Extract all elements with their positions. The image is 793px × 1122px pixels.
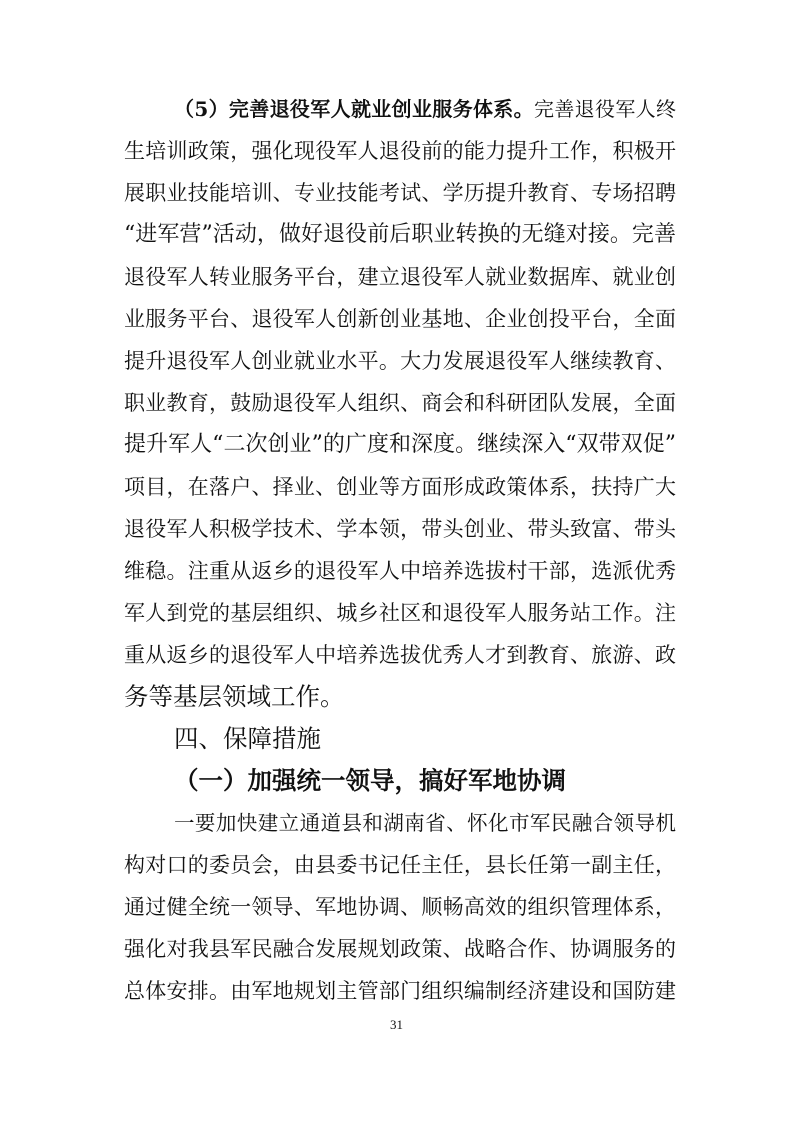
paragraph-line: 军人到党的基层组织、城乡社区和退役军人服务站工作。注 xyxy=(124,601,676,625)
paragraph-line: 职业教育，鼓励退役军人组织、商会和科研团队发展，全面 xyxy=(124,391,676,415)
paragraph-line: 一要加快建立通道县和湖南省、怀化市军民融合领导机 xyxy=(174,811,676,835)
paragraph-line: 维稳。注重从返乡的退役军人中培养选拔村干部，选派优秀 xyxy=(124,559,676,583)
paragraph-line: 项目，在落户、择业、创业等方面形成政策体系，扶持广大 xyxy=(124,475,676,499)
paragraph-line: “进军营”活动，做好退役前后职业转换的无缝对接。完善 xyxy=(124,222,676,247)
paragraph-line: 通过健全统一领导、军地协调、顺畅高效的组织管理体系， xyxy=(124,895,676,919)
section5-first-line xyxy=(174,89,676,129)
paragraph-line: 退役军人积极学技术、学本领，带头创业、带头致富、带头 xyxy=(124,517,676,541)
paragraph-line: 重从返乡的退役军人中培养选拔优秀人才到教育、旅游、政 xyxy=(124,643,676,667)
section4-heading: 四、保障措施 xyxy=(174,724,321,753)
paragraph-line: 展职业技能培训、专业技能考试、学历提升教育、专场招聘 xyxy=(124,181,676,205)
paragraph-line: 生培训政策，强化现役军人退役前的能力提升工作，积极开 xyxy=(124,139,676,163)
paragraph-line: 提升退役军人创业就业水平。大力发展退役军人继续教育、 xyxy=(124,349,676,373)
paragraph-last-line: 务等基层领域工作。 xyxy=(124,682,345,711)
paragraph-line: 构对口的委员会，由县委书记任主任，县长任第一副主任， xyxy=(124,853,676,877)
paragraph-line: 提升军人“二次创业”的广度和深度。继续深入“双带双促” xyxy=(124,432,676,457)
paragraph-line: 总体安排。由军地规划主管部门组织编制经济建设和国防建 xyxy=(124,979,676,1003)
section5-title: （5）完善退役军人就业创业服务体系。 xyxy=(174,97,534,121)
section5-first-line-rest: 完善退役军人终 xyxy=(533,97,676,121)
paragraph-line: 业服务平台、退役军人创新创业基地、企业创投平台，全面 xyxy=(124,307,676,331)
subsection1-title: （一）加强统一领导，搞好军地协调 xyxy=(174,766,566,795)
page-number: 31 xyxy=(390,1017,403,1032)
paragraph-line: 强化对我县军民融合发展规划政策、战略合作、协调服务的 xyxy=(124,937,676,961)
paragraph-line: 退役军人转业服务平台，建立退役军人就业数据库、就业创 xyxy=(124,265,676,289)
